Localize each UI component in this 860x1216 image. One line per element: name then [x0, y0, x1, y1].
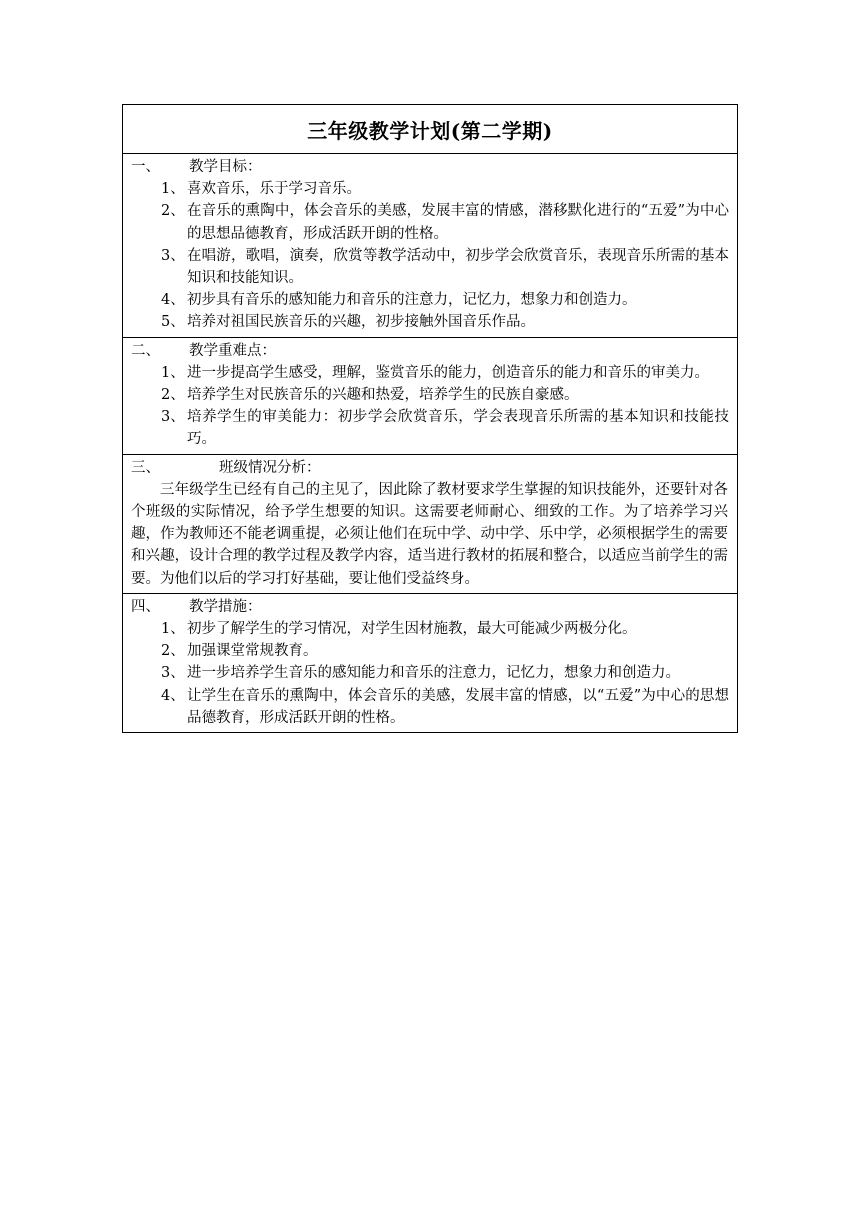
item-text: 培养学生的审美能力：初步学会欣赏音乐，学会表现音乐所需的基本知识和技能技巧。	[187, 409, 729, 448]
section-number: 一、	[131, 159, 160, 175]
item-number: 2、	[161, 203, 185, 220]
section-number: 二、	[131, 342, 160, 359]
list-item	[131, 662, 729, 684]
list-item	[131, 200, 729, 244]
list-item	[131, 640, 729, 662]
section-key-points	[123, 338, 737, 455]
item-number: 3、	[161, 665, 185, 682]
item-number: 5、	[161, 314, 185, 331]
item-number: 4、	[161, 292, 185, 309]
document-title: 三年级教学计划(第二学期)	[123, 105, 737, 154]
section-class-analysis	[123, 455, 737, 594]
section-heading-text: 教学目标：	[189, 159, 262, 175]
section-number: 四、	[131, 598, 160, 615]
item-text: 初步具有音乐的感知能力和音乐的注意力，记忆力，想象力和创造力。	[187, 292, 637, 309]
list-item	[131, 618, 729, 640]
list-item	[131, 178, 729, 200]
list-item	[131, 362, 729, 384]
item-text: 培养对祖国民族音乐的兴趣，初步接触外国音乐作品。	[187, 314, 535, 331]
item-text: 让学生在音乐的熏陶中，体会音乐的美感，发展丰富的情感，以“五爱”为中心的思想品德教育，形成活跃开朗的性格。	[187, 687, 729, 726]
section-heading	[131, 156, 729, 178]
section-heading	[131, 340, 729, 362]
list-item	[131, 311, 729, 333]
list-item	[131, 289, 729, 311]
list-item	[131, 685, 729, 729]
item-text: 在音乐的熏陶中，体会音乐的美感，发展丰富的情感，潜移默化进行的“五爱”为中心的思想品德教育，形成活跃开朗的性格。	[187, 203, 729, 242]
list-item	[131, 406, 729, 450]
analysis-paragraph: 三年级学生已经有自己的主见了，因此除了教材要求学生掌握的知识技能外，还要针对各个班级的实际情况，给予学生想要的知识。这需要老师耐心、细致的工作。为了培养学习兴趣，作为教师还不能老调重提，必须让他们在玩中学、动中学、乐中学，必须根据学生的需要和兴趣，设计合理的教学过程及教学内容，适当进行教材的拓展和整合，以适应当前学生的需要。为他们以后的学习打好基础，要让他们受益终身。	[131, 481, 728, 587]
item-number: 1、	[161, 181, 185, 198]
item-text: 进一步提高学生感受，理解，鉴赏音乐的能力，创造音乐的能力和音乐的审美力。	[187, 364, 709, 381]
item-number: 4、	[161, 687, 185, 704]
item-text: 加强课堂常规教育。	[187, 643, 318, 660]
section-heading-text: 班级情况分析：	[219, 459, 321, 476]
list-item	[131, 245, 729, 289]
item-number: 2、	[161, 643, 185, 660]
section-heading	[131, 457, 729, 479]
section-teaching-goals	[123, 154, 737, 338]
section-heading-text: 教学重难点：	[189, 342, 276, 359]
section-teaching-measures	[123, 594, 737, 732]
item-number: 3、	[161, 247, 185, 264]
section-heading-text: 教学措施：	[189, 598, 262, 615]
item-text: 在唱游，歌唱，演奏，欣赏等教学活动中，初步学会欣赏音乐，表现音乐所需的基本知识和技能知识。	[187, 247, 729, 287]
section-heading	[131, 596, 729, 618]
item-number: 2、	[161, 387, 185, 404]
teaching-plan-table	[122, 104, 738, 733]
item-number: 3、	[161, 409, 185, 426]
item-text: 进一步培养学生音乐的感知能力和音乐的注意力，记忆力，想象力和创造力。	[187, 665, 680, 682]
item-text: 初步了解学生的学习情况，对学生因材施教，最大可能减少两极分化。	[187, 621, 637, 638]
item-text: 培养学生对民族音乐的兴趣和热爱，培养学生的民族自豪感。	[187, 387, 579, 404]
item-number: 1、	[161, 364, 185, 381]
item-number: 1、	[161, 621, 185, 638]
item-text: 喜欢音乐，乐于学习音乐。	[187, 181, 361, 198]
section-number: 三、	[131, 459, 160, 476]
list-item	[131, 384, 729, 406]
